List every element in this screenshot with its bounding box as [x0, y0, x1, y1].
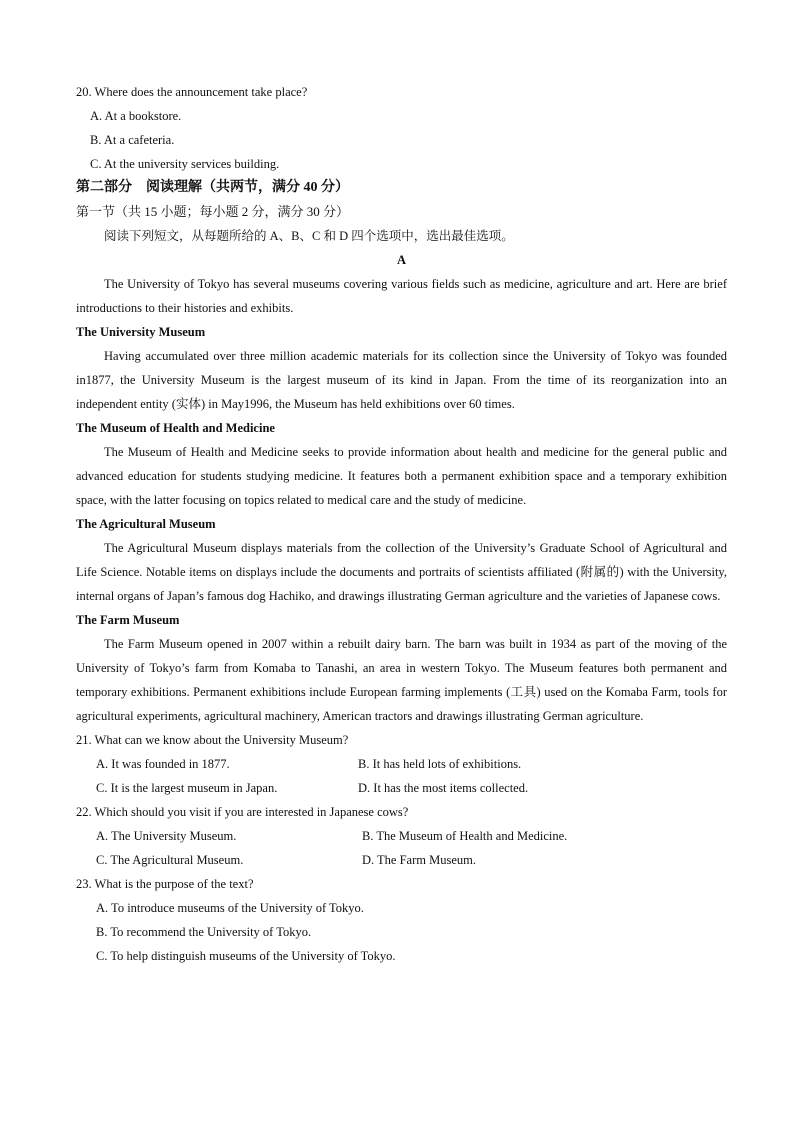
exam-page	[76, 80, 727, 968]
passage-label: A	[396, 253, 407, 267]
option-d: D. It has the most items collected.	[358, 781, 529, 795]
option-row	[76, 824, 727, 848]
question-text: 22. Which should you visit if you are interested in Japanese cows?	[76, 805, 409, 819]
section-instruction: 阅读下列短文，从每题所给的 A、B、C 和 D 四个选项中，选出最佳选项。	[104, 229, 514, 243]
section-heading-agricultural-museum: The Agricultural Museum	[76, 517, 216, 531]
passage-intro: The University of Tokyo has several museums covering various fields such as medicine, agriculture and art. Here are brief introductions to their histories and exhibits.	[76, 277, 727, 315]
option-c: C. At the university services building.	[90, 157, 280, 171]
option-d: D. The Farm Museum.	[362, 853, 476, 867]
option-b: B. The Museum of Health and Medicine.	[362, 829, 568, 843]
option-b: B. To recommend the University of Tokyo.	[96, 925, 312, 939]
option-a: A. To introduce museums of the University of Tokyo.	[96, 901, 364, 915]
question-23	[76, 872, 727, 968]
option-b: B. At a cafeteria.	[90, 133, 175, 147]
section-subtitle: 第一节（共 15 小题；每小题 2 分，满分 30 分）	[76, 204, 350, 219]
option-row	[76, 848, 727, 872]
question-text: 21. What can we know about the University Museum?	[76, 733, 349, 747]
section-title: 第二部分 阅读理解（共两节，满分 40 分）	[76, 180, 349, 195]
question-20	[76, 80, 727, 176]
section-text-agricultural-museum: The Agricultural Museum displays materials from the collection of the University’s Graduate School of Agricultural and Life Science. Notable items on displays include the documents and portraits of scientists affiliated (附属的) with the University, internal organs of Japan’s famous dog Hachiko, and drawings illustrating German agriculture and the varieties of Japanese cows.	[76, 541, 727, 603]
section-text-health-medicine: The Museum of Health and Medicine seeks to provide information about health and medicine for the general public and advanced education for students studying medicine. It features both a permanent exhibition space and a temporary exhibition space, with the latter focusing on topics related to medical care and the study of medicine.	[76, 445, 727, 507]
question-text: 20. Where does the announcement take place?	[76, 85, 308, 99]
option-c: C. To help distinguish museums of the University of Tokyo.	[96, 949, 396, 963]
section-heading-health-medicine: The Museum of Health and Medicine	[76, 421, 275, 435]
option-c: C. The Agricultural Museum.	[96, 853, 244, 867]
option-a: A. The University Museum.	[96, 829, 237, 843]
option-row	[76, 752, 727, 776]
option-row	[76, 776, 727, 800]
section-heading-farm-museum: The Farm Museum	[76, 613, 180, 627]
section-text-university-museum: Having accumulated over three million academic materials for its collection since the University of Tokyo was founded in1877, the University Museum is the largest museum of its kind in Japan. From the time of its reorganization into an independent entity (实体) in May1996, the Museum has held exhibitions over 60 times.	[76, 349, 727, 411]
section-heading-university-museum: The University Museum	[76, 325, 206, 339]
option-a: A. At a bookstore.	[90, 109, 182, 123]
question-21	[76, 728, 727, 800]
option-c: C. It is the largest museum in Japan.	[96, 781, 278, 795]
section-text-farm-museum: The Farm Museum opened in 2007 within a rebuilt dairy barn. The barn was built in 1934 as part of the moving of the University of Tokyo’s farm from Komaba to Tanashi, an area in western Tokyo. The Museum features both permanent and temporary exhibitions. Permanent exhibitions include European farming implements (工具) used on the Komaba Farm, tools for agricultural experiments, agricultural machinery, American tractors and drawings illustrating German agriculture.	[76, 637, 727, 723]
option-b: B. It has held lots of exhibitions.	[358, 757, 522, 771]
option-a: A. It was founded in 1877.	[96, 757, 230, 771]
question-text: 23. What is the purpose of the text?	[76, 877, 254, 891]
question-22	[76, 800, 727, 872]
